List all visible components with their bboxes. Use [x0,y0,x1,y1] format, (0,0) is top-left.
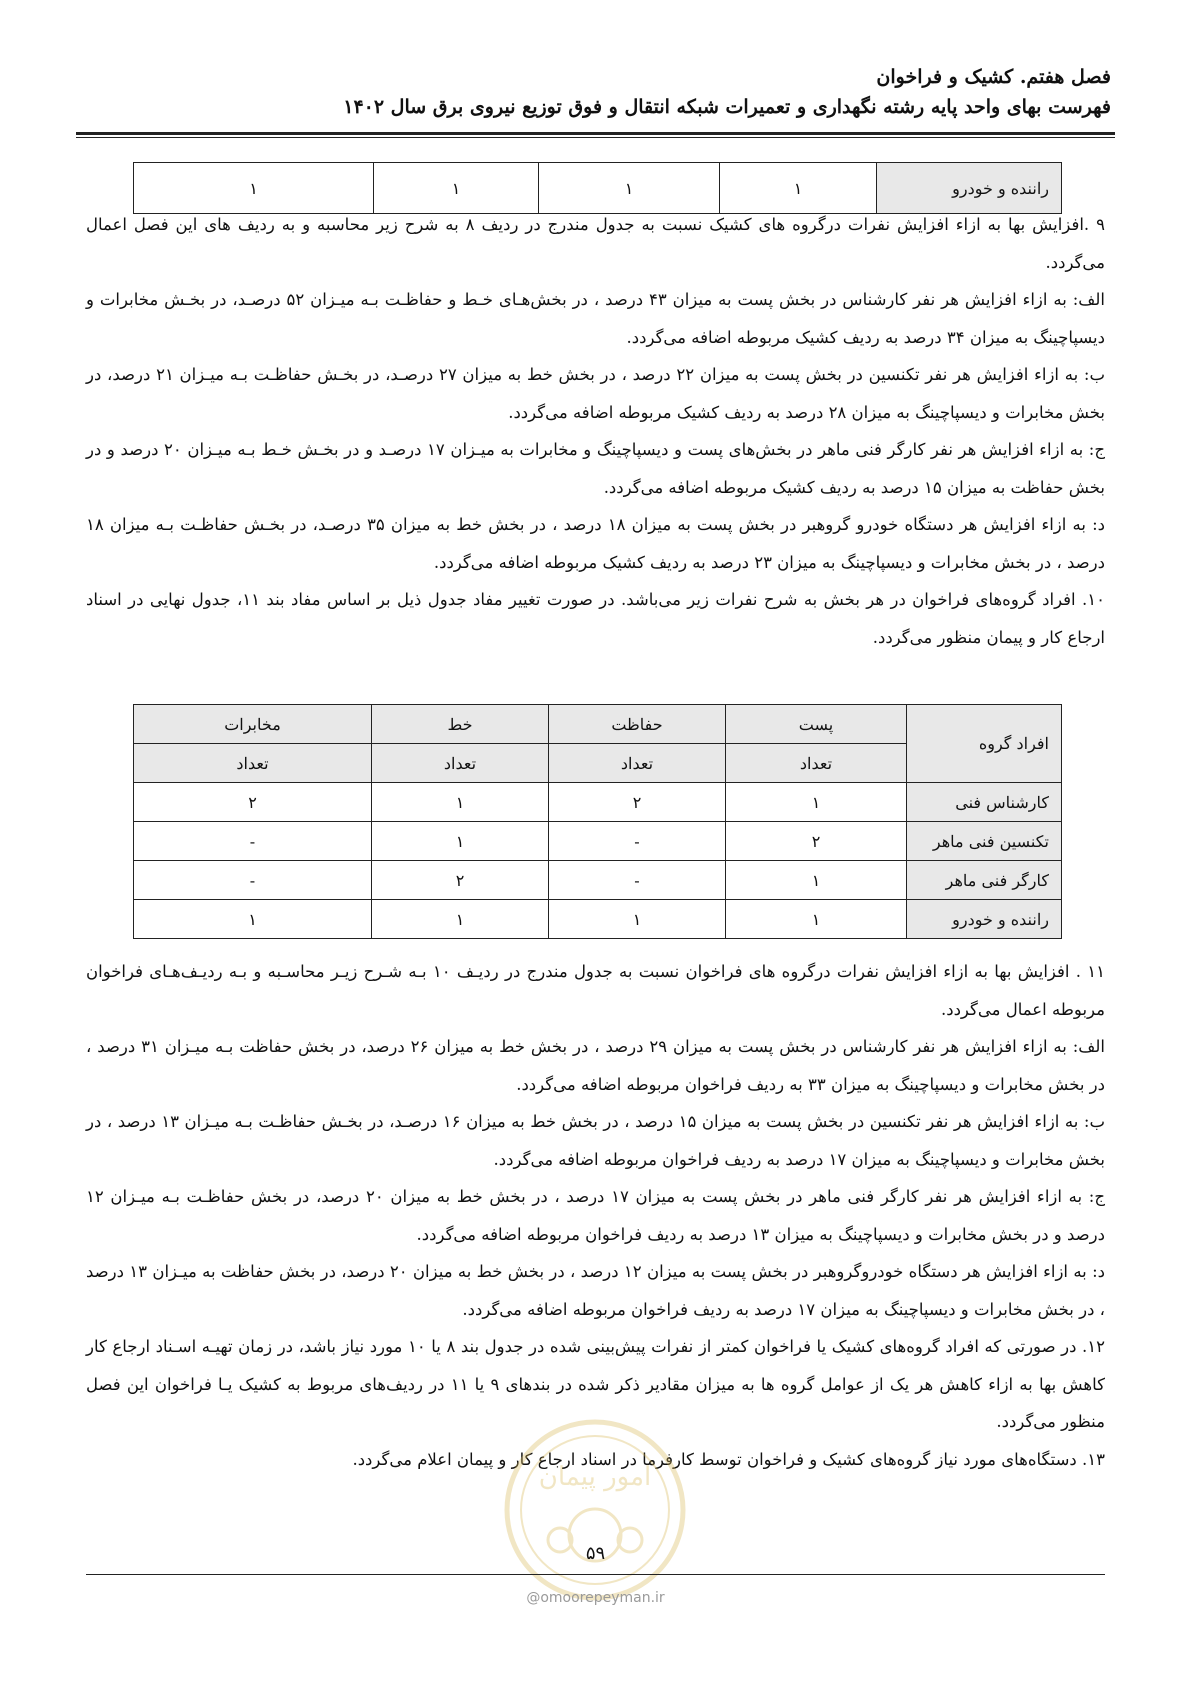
row-label: راننده و خودرو [877,163,1062,214]
table-cell: ۱ [372,783,549,822]
section-items-11-13 [86,953,1105,1478]
group-header: افراد گروه [907,705,1062,783]
row-label: راننده و خودرو [907,900,1062,939]
column-subheader: تعداد [549,744,726,783]
header-rule-thin [76,137,1115,138]
table-cell: ۱ [134,163,374,214]
paragraph: ب: به ازاء افزایش هر نفر تکنسین در بخش پست به میزان ۲۲ درصد ، در بخش خط به میزان ۲۷ درصـد، در بخـش حفاظـت بـه میـزان ۲۱ درصد، در بخش مخابرات و دیسپاچینگ به میزان ۲۸ درصد به ردیف کشیک مربوطه اضافه می‌گردد. [86,365,1105,422]
paragraph: ج: به ازاء افزایش هر نفر کارگر فنی ماهر در بخش‌های پست و دیسپاچینگ و مخابرات به میـزان ۱۷ درصـد و در بخـش خـط بـه میـزان ۲۰ درصد و در بخش حفاظت به میزان ۱۵ درصد به ردیف کشیک مربوطه اضافه می‌گردد. [86,440,1105,497]
table-cell: ۱ [549,900,726,939]
header-rule-thick [76,132,1115,135]
table-row [134,783,1062,822]
column-header: خط [372,705,549,744]
table-cell: - [134,861,372,900]
section-items-9-10 [86,206,1105,656]
paragraph: ۱۳. دستگاه‌های مورد نیاز گروه‌های کشیک و فراخوان توسط کارفرما در اسناد ارجاع کار و پیمان اعلام می‌گردد. [352,1449,1105,1469]
paragraph: ۹ .افزایش بها به ازاء افزایش نفرات درگروه های کشیک نسبت به جدول مندرج در ردیف ۸ به شرح زیر محاسبه و به ردیف های این فصل اعمال می‌گردد. [86,215,1105,272]
footer-rule [86,1574,1105,1575]
column-header: پست [726,705,907,744]
paragraph: د: به ازاء افزایش هر دستگاه خودروگروهبر در بخش پست به میزان ۱۲ درصد ، در بخش خط به میزان ۲۰ درصد، در بخش حفاظت به میـزان ۱۳ درصد ، در بخش مخابرات و دیسپاچینگ به میزان ۱۷ درصد به ردیف فراخوان مربوطه اضافه می‌گردد. [86,1262,1105,1319]
table-cell: ۱ [374,163,539,214]
watermark-seal [500,1415,690,1605]
column-subheader: تعداد [372,744,549,783]
paragraph: ۱۲. در صورتی که افراد گروه‌های کشیک یا فراخوان کمتر از نفرات پیش‌بینی شده در جدول بند ۸ یا ۱۰ مورد نیاز باشد، در زمان تهیـه اسـناد ارجاع کار کاهش بها به ازاء کاهش هر یک از عوامل گروه ها به میزان مقادیر ذکر شده در بندهای ۹ یا ۱۱ در ردیف‌های مربوط به کشیک یـا فراخوان این فصل منظور می‌گردد. [86,1337,1106,1431]
column-header: حفاظت [549,705,726,744]
table-cell: - [549,861,726,900]
paragraph: الف: به ازاء افزایش هر نفر کارشناس در بخش پست به میزان ۲۹ درصد ، در بخش خط به میزان ۲۶ درصد، در بخش حفاظت بـه میـزان ۳۱ درصد ، در بخش مخابرات و دیسپاچینگ به میزان ۳۳ به ردیف فراخوان مربوطه اضافه می‌گردد. [86,1037,1105,1094]
table-row [134,861,1062,900]
paragraph: ۱۰. افراد گروه‌های فراخوان در هر بخش به شرح نفرات زیر می‌باشد. در صورت تغییر مفاد جدول ذیل بر اساس مفاد بند ۱۱، جدول نهایی در اسناد ارجاع کار و پیمان منظور می‌گردد. [86,590,1105,647]
chapter-title: فصل هفتم. کشیک و فراخوان [876,66,1111,88]
table-cell: ۱ [539,163,720,214]
row-label: کارشناس فنی [907,783,1062,822]
row-label: تکنسین فنی ماهر [907,822,1062,861]
table-row [134,900,1062,939]
paragraph: ج: به ازاء افزایش هر نفر کارگر فنی ماهر در بخش پست به میزان ۱۷ درصد ، در بخش خط به میزان ۲۰ درصد، در بخش حفاظـت بـه میـزان ۱۲ درصد و در بخش مخابرات و دیسپاچینگ به میزان ۱۳ درصد به ردیف فراخوان مربوطه اضافه می‌گردد. [86,1187,1105,1244]
table-cell: ۱ [372,822,549,861]
seal-text: امور پیمان [538,1462,652,1492]
paragraph: ب: به ازاء افزایش هر نفر تکنسین در بخش پست به میزان ۱۵ درصد ، در بخش خط به میزان ۱۶ درصـد، در بخـش حفاظـت بـه میـزان ۱۳ درصد ، در بخش مخابرات و دیسپاچینگ به میزان ۱۷ درصد به ردیف فراخوان مربوطه اضافه می‌گردد. [86,1112,1105,1169]
paragraph: الف: به ازاء افزایش هر نفر کارشناس در بخش پست به میزان ۴۳ درصد ، در بخش‌هـای خـط و حفاظـت بـه میـزان ۵۲ درصـد، در بخـش مخابرات و دیسپاچینگ به میزان ۳۴ درصد به ردیف کشیک مربوطه اضافه می‌گردد. [86,290,1106,347]
table-cell: ۱ [726,900,907,939]
table-cell: - [549,822,726,861]
table-cell: ۱ [372,900,549,939]
on-call-group-table [133,704,1062,939]
table-cell: ۲ [372,861,549,900]
table-cell: ۱ [134,900,372,939]
column-subheader: تعداد [726,744,907,783]
column-subheader: تعداد [134,744,372,783]
paragraph: ۱۱ . افزایش بها به ازاء افزایش نفرات درگروه های فراخوان نسبت به جدول مندرج در ردیـف ۱۰ بـه شـرح زیـر محاسـبه و بـه ردیـف‌هـای فراخوان مربوطه اعمال می‌گردد. [86,962,1106,1019]
footer-url: @omoorepeyman.ir [526,1590,665,1606]
table-row [134,822,1062,861]
table-cell: ۲ [134,783,372,822]
table-cell: ۲ [549,783,726,822]
table-cell: ۱ [726,783,907,822]
table-cell: ۱ [720,163,877,214]
table-header-row [134,705,1062,744]
table-cell: ۲ [726,822,907,861]
table-cell: - [134,822,372,861]
page-number: ۵۹ [585,1543,606,1564]
column-header: مخابرات [134,705,372,744]
document-title: فهرست بهای واحد پایه رشته نگهداری و تعمیرات شبکه انتقال و فوق توزیع نیروی برق سال ۱۴۰۲ [343,96,1111,118]
page-header [80,62,1111,122]
table-cell: ۱ [726,861,907,900]
paragraph: د: به ازاء افزایش هر دستگاه خودرو گروهبر در بخش پست به میزان ۱۸ درصد ، در بخش خط به میزان ۳۵ درصـد، در بخـش حفاظـت بـه میزان ۱۸ درصد ، در بخش مخابرات و دیسپاچینگ به میزان ۲۳ درصد به ردیف کشیک مربوطه اضافه می‌گردد. [86,515,1105,572]
row-label: کارگر فنی ماهر [907,861,1062,900]
